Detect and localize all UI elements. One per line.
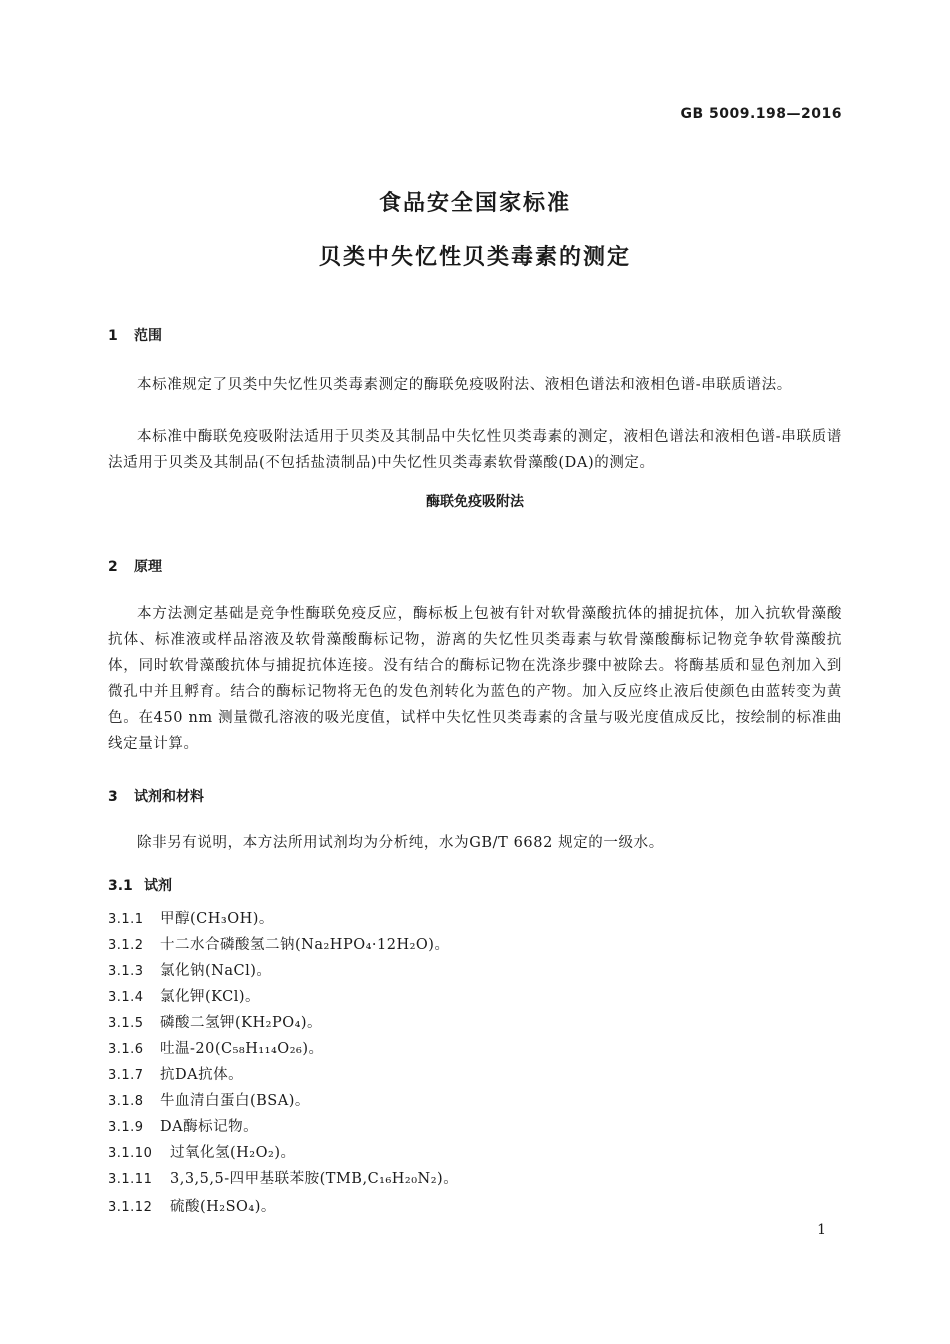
item-text: 十二水合磷酸氢二钠(Na₂HPO₄·12H₂O)。: [160, 937, 450, 953]
subsection-title: 试剂: [144, 878, 172, 894]
reagent-item: [108, 1196, 276, 1218]
item-text: 牛血清白蛋白(BSA)。: [160, 1093, 310, 1109]
item-number: 3.1.8: [108, 1094, 144, 1109]
item-number: 3.1.9: [108, 1120, 144, 1135]
item-text: 硫酸(H₂SO₄)。: [170, 1199, 276, 1215]
section-2-heading: [108, 556, 162, 576]
reagent-item: [108, 1116, 258, 1138]
item-text: 3,3,5,5-四甲基联苯胺(TMB,C₁₆H₂₀N₂)。: [170, 1171, 459, 1187]
item-text: 过氧化氢(H₂O₂)。: [170, 1145, 296, 1161]
item-number: 3.1.2: [108, 938, 144, 953]
item-number: 3.1.6: [108, 1042, 144, 1057]
reagent-item: [108, 1064, 243, 1086]
section-1-paragraph-2: 本标准中酶联免疫吸附法适用于贝类及其制品中失忆性贝类毒素的测定，液相色谱法和液相色谱-串联质谱法适用于贝类及其制品(不包括盐渍制品)中失忆性贝类毒素软骨藻酸(DA)的测定。: [108, 429, 842, 471]
document-title: 食品安全国家标准: [378, 191, 571, 216]
section-number: 1: [108, 328, 118, 344]
section-number: 2: [108, 559, 118, 575]
item-number: 3.1.7: [108, 1068, 144, 1083]
document-subtitle: 贝类中失忆性贝类毒素的测定: [318, 245, 631, 270]
section-3-paragraph-1: 除非另有说明，本方法所用试剂均为分析纯，水为GB/T 6682 规定的一级水。: [137, 835, 664, 851]
section-3-heading: [108, 786, 204, 806]
reagent-item: [108, 986, 260, 1008]
section-title: 范围: [134, 328, 162, 344]
item-number: 3.1.3: [108, 964, 144, 979]
subsection-number: 3.1: [108, 878, 133, 894]
item-number: 3.1.12: [108, 1200, 153, 1215]
item-text: 磷酸二氢钾(KH₂PO₄)。: [160, 1015, 323, 1031]
section-2-paragraph-1: 本方法测定基础是竞争性酶联免疫反应，酶标板上包被有针对软骨藻酸抗体的捕捉抗体，加入抗软骨藻酸抗体、标准液或样品溶液及软骨藻酸酶标记物，游离的失忆性贝类毒素与软骨藻酸酶标记物竞争软骨藻酸抗体，同时软骨藻酸抗体与捕捉抗体连接。没有结合的酶标记物在洗涤步骤中被除去。将酶基质和显色剂加入到微孔中并且孵育。结合的酶标记物将无色的发色剂转化为蓝色的产物。加入反应终止液后使颜色由蓝转变为黄色。在450 nm 测量微孔溶液的吸光度值，试样中失忆性贝类毒素的含量与吸光度值成反比，按绘制的标准曲线定量计算。: [108, 606, 842, 752]
item-number: 3.1.10: [108, 1146, 153, 1161]
section-1-heading: [108, 325, 162, 345]
reagent-item: [108, 908, 274, 930]
subsection-3-1-heading: [108, 875, 172, 895]
reagent-item: [108, 1038, 323, 1060]
reagent-item: [108, 934, 449, 956]
page-number: 1: [817, 1222, 826, 1238]
standard-number: GB 5009.198—2016: [680, 106, 842, 122]
item-text: 氯化钾(KCl)。: [160, 989, 260, 1005]
item-number: 3.1.4: [108, 990, 144, 1005]
reagent-item: [108, 1142, 295, 1164]
method-title: 酶联免疫吸附法: [426, 494, 524, 510]
item-number: 3.1.1: [108, 912, 144, 927]
section-title: 试剂和材料: [134, 789, 204, 805]
item-number: 3.1.11: [108, 1172, 153, 1187]
item-number: 3.1.5: [108, 1016, 144, 1031]
item-text: 吐温-20(C₅₈H₁₁₄O₂₆)。: [160, 1041, 324, 1057]
reagent-item: [108, 960, 271, 982]
reagent-item: [108, 1090, 310, 1112]
section-1-paragraph-1: 本标准规定了贝类中失忆性贝类毒素测定的酶联免疫吸附法、液相色谱法和液相色谱-串联质谱法。: [137, 377, 792, 393]
item-text: 氯化钠(NaCl)。: [160, 963, 272, 979]
item-text: 甲醇(CH₃OH)。: [160, 911, 274, 927]
section-title: 原理: [134, 559, 162, 575]
reagent-item: [108, 1012, 322, 1034]
item-text: 抗DA抗体。: [160, 1067, 244, 1083]
section-number: 3: [108, 789, 118, 805]
reagent-item: [108, 1168, 458, 1190]
item-text: DA酶标记物。: [160, 1119, 259, 1135]
